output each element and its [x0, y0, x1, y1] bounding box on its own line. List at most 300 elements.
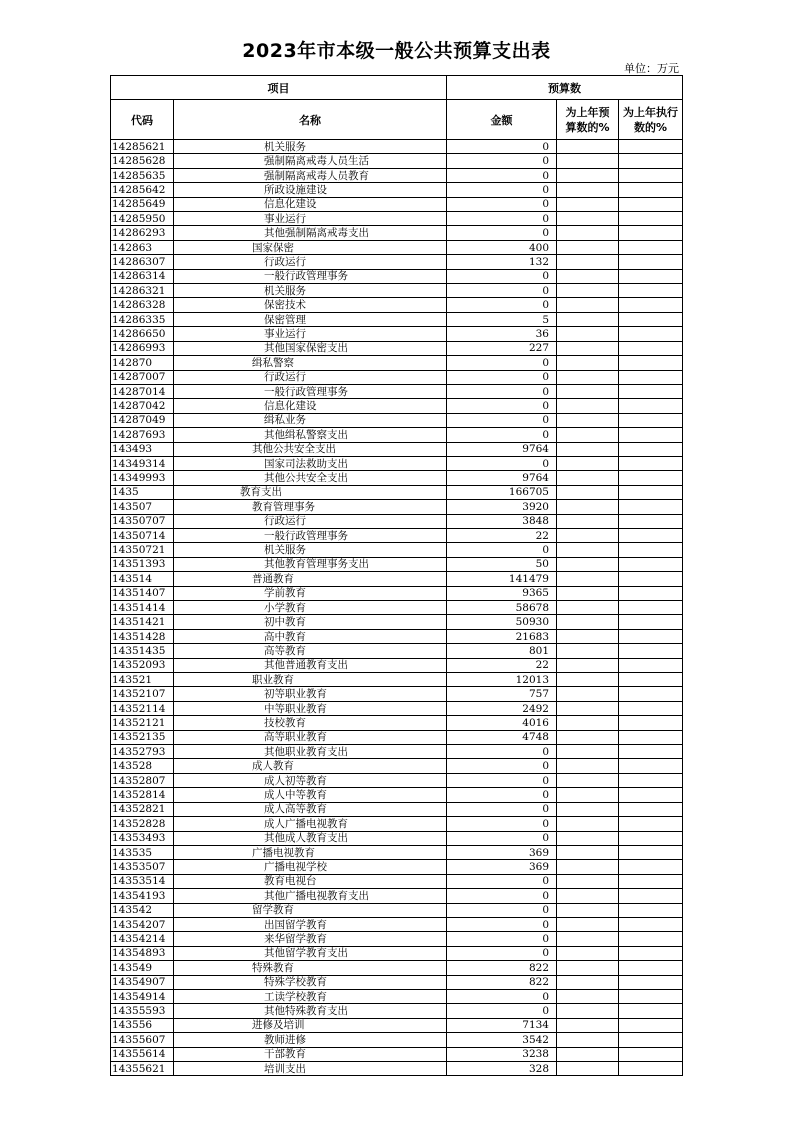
row-code: 143507 [111, 500, 174, 514]
row-amount: 0 [447, 745, 557, 759]
row-pct-prev-budget [557, 312, 619, 326]
row-amount: 0 [447, 284, 557, 298]
row-pct-prev-budget [557, 168, 619, 182]
row-name: 行政运行 [174, 370, 447, 384]
row-name: 其他普通教育支出 [174, 658, 447, 672]
row-pct-prev-exec [619, 860, 683, 874]
row-code: 14354207 [111, 917, 174, 931]
row-name: 其他留学教育支出 [174, 946, 447, 960]
row-amount: 3848 [447, 514, 557, 528]
header-pct-prev-budget: 为上年预算数的% [557, 100, 619, 140]
table-row [111, 154, 683, 168]
table-row [111, 989, 683, 1003]
row-pct-prev-exec [619, 154, 683, 168]
row-code: 14351435 [111, 644, 174, 658]
row-amount: 132 [447, 255, 557, 269]
row-pct-prev-exec [619, 802, 683, 816]
table-row [111, 1004, 683, 1018]
table-row [111, 673, 683, 687]
row-pct-prev-budget [557, 514, 619, 528]
row-pct-prev-budget [557, 226, 619, 240]
row-pct-prev-budget [557, 154, 619, 168]
row-amount: 9764 [447, 442, 557, 456]
row-name: 学前教育 [174, 586, 447, 600]
row-name: 行政运行 [174, 255, 447, 269]
row-amount: 0 [447, 413, 557, 427]
table-row [111, 932, 683, 946]
table-row [111, 557, 683, 571]
table-row [111, 356, 683, 370]
row-pct-prev-budget [557, 946, 619, 960]
table-row [111, 889, 683, 903]
row-code: 14353507 [111, 860, 174, 874]
row-amount: 3238 [447, 1047, 557, 1061]
row-pct-prev-budget [557, 644, 619, 658]
row-code: 143521 [111, 673, 174, 687]
row-name: 中等职业教育 [174, 701, 447, 715]
row-name: 普通教育 [174, 572, 447, 586]
row-code: 14349314 [111, 456, 174, 470]
table-row [111, 860, 683, 874]
row-amount: 4748 [447, 730, 557, 744]
row-pct-prev-budget [557, 442, 619, 456]
row-code: 14286993 [111, 341, 174, 355]
table-row [111, 528, 683, 542]
row-name: 所政设施建设 [174, 183, 447, 197]
table-row [111, 240, 683, 254]
table-row [111, 456, 683, 470]
row-name: 教师进修 [174, 1033, 447, 1047]
row-name: 干部教育 [174, 1047, 447, 1061]
row-name: 技校教育 [174, 716, 447, 730]
row-pct-prev-exec [619, 384, 683, 398]
row-pct-prev-budget [557, 1047, 619, 1061]
row-code: 143542 [111, 903, 174, 917]
table-row [111, 341, 683, 355]
table-row [111, 399, 683, 413]
row-name: 特殊学校教育 [174, 975, 447, 989]
table-row [111, 716, 683, 730]
row-pct-prev-exec [619, 327, 683, 341]
row-pct-prev-exec [619, 356, 683, 370]
row-code: 14285950 [111, 212, 174, 226]
row-name: 其他强制隔离戒毒支出 [174, 226, 447, 240]
row-name: 其他特殊教育支出 [174, 1004, 447, 1018]
row-name: 成人广播电视教育 [174, 817, 447, 831]
table-row [111, 917, 683, 931]
row-pct-prev-budget [557, 183, 619, 197]
row-amount: 0 [447, 269, 557, 283]
table-row [111, 773, 683, 787]
row-name: 教育支出 [174, 485, 447, 499]
row-pct-prev-budget [557, 500, 619, 514]
row-pct-prev-exec [619, 269, 683, 283]
row-amount: 0 [447, 759, 557, 773]
row-pct-prev-exec [619, 773, 683, 787]
row-pct-prev-exec [619, 889, 683, 903]
row-pct-prev-budget [557, 269, 619, 283]
row-pct-prev-budget [557, 284, 619, 298]
row-code: 143556 [111, 1018, 174, 1032]
row-pct-prev-budget [557, 428, 619, 442]
row-pct-prev-budget [557, 788, 619, 802]
table-row [111, 1018, 683, 1032]
row-code: 14352821 [111, 802, 174, 816]
row-code: 14286314 [111, 269, 174, 283]
row-pct-prev-exec [619, 701, 683, 715]
table-row [111, 269, 683, 283]
row-pct-prev-exec [619, 284, 683, 298]
row-pct-prev-budget [557, 932, 619, 946]
row-amount: 801 [447, 644, 557, 658]
row-pct-prev-budget [557, 817, 619, 831]
row-pct-prev-exec [619, 168, 683, 182]
row-name: 国家保密 [174, 240, 447, 254]
row-pct-prev-budget [557, 586, 619, 600]
row-code: 14286321 [111, 284, 174, 298]
row-name: 其他公共安全支出 [174, 442, 447, 456]
row-pct-prev-exec [619, 903, 683, 917]
table-body [111, 140, 683, 1076]
row-pct-prev-budget [557, 140, 619, 154]
row-name: 初等职业教育 [174, 687, 447, 701]
budget-table [110, 75, 683, 1076]
row-code: 14352828 [111, 817, 174, 831]
row-name: 机关服务 [174, 284, 447, 298]
row-pct-prev-budget [557, 572, 619, 586]
table-row [111, 255, 683, 269]
row-amount: 0 [447, 1004, 557, 1018]
row-code: 14352093 [111, 658, 174, 672]
row-amount: 0 [447, 356, 557, 370]
row-pct-prev-exec [619, 312, 683, 326]
table-row [111, 543, 683, 557]
table-row [111, 140, 683, 154]
row-amount: 0 [447, 817, 557, 831]
table-row [111, 817, 683, 831]
table-row [111, 586, 683, 600]
row-name: 强制隔离戒毒人员生活 [174, 154, 447, 168]
row-pct-prev-exec [619, 601, 683, 615]
row-pct-prev-exec [619, 212, 683, 226]
row-pct-prev-budget [557, 543, 619, 557]
row-pct-prev-budget [557, 601, 619, 615]
row-pct-prev-budget [557, 384, 619, 398]
row-amount: 0 [447, 946, 557, 960]
row-pct-prev-exec [619, 1004, 683, 1018]
row-pct-prev-budget [557, 327, 619, 341]
row-name: 事业运行 [174, 212, 447, 226]
row-amount: 0 [447, 456, 557, 470]
row-pct-prev-exec [619, 370, 683, 384]
row-code: 14287049 [111, 413, 174, 427]
row-name: 职业教育 [174, 673, 447, 687]
table-row [111, 197, 683, 211]
row-code: 14355607 [111, 1033, 174, 1047]
row-pct-prev-exec [619, 917, 683, 931]
row-name: 缉私业务 [174, 413, 447, 427]
row-amount: 50 [447, 557, 557, 571]
row-code: 14286328 [111, 298, 174, 312]
row-pct-prev-budget [557, 961, 619, 975]
row-name: 国家司法救助支出 [174, 456, 447, 470]
row-amount: 0 [447, 989, 557, 1003]
row-code: 14353493 [111, 831, 174, 845]
row-pct-prev-exec [619, 1062, 683, 1076]
row-pct-prev-exec [619, 1018, 683, 1032]
row-pct-prev-exec [619, 673, 683, 687]
row-code: 143514 [111, 572, 174, 586]
row-code: 14287014 [111, 384, 174, 398]
row-amount: 0 [447, 903, 557, 917]
table-row [111, 745, 683, 759]
row-amount: 757 [447, 687, 557, 701]
row-code: 14352121 [111, 716, 174, 730]
row-pct-prev-exec [619, 615, 683, 629]
row-pct-prev-exec [619, 456, 683, 470]
row-pct-prev-budget [557, 917, 619, 931]
table-row [111, 327, 683, 341]
row-name: 高等职业教育 [174, 730, 447, 744]
row-amount: 5 [447, 312, 557, 326]
row-pct-prev-exec [619, 658, 683, 672]
row-amount: 822 [447, 961, 557, 975]
row-amount: 0 [447, 399, 557, 413]
row-pct-prev-exec [619, 946, 683, 960]
row-code: 14352114 [111, 701, 174, 715]
row-name: 机关服务 [174, 140, 447, 154]
row-amount: 0 [447, 543, 557, 557]
row-name: 其他国家保密支出 [174, 341, 447, 355]
row-pct-prev-budget [557, 759, 619, 773]
row-code: 14285642 [111, 183, 174, 197]
row-pct-prev-budget [557, 471, 619, 485]
table-row [111, 975, 683, 989]
row-name: 工读学校教育 [174, 989, 447, 1003]
row-amount: 4016 [447, 716, 557, 730]
row-name: 高等教育 [174, 644, 447, 658]
row-amount: 0 [447, 831, 557, 845]
row-amount: 58678 [447, 601, 557, 615]
row-pct-prev-exec [619, 831, 683, 845]
row-pct-prev-exec [619, 845, 683, 859]
row-name: 出国留学教育 [174, 917, 447, 931]
table-row [111, 788, 683, 802]
table-row [111, 845, 683, 859]
row-pct-prev-exec [619, 730, 683, 744]
table-row [111, 1062, 683, 1076]
row-amount: 9365 [447, 586, 557, 600]
row-code: 14286335 [111, 312, 174, 326]
row-amount: 0 [447, 212, 557, 226]
row-pct-prev-budget [557, 485, 619, 499]
row-name: 进修及培训 [174, 1018, 447, 1032]
row-name: 其他职业教育支出 [174, 745, 447, 759]
table-row [111, 701, 683, 715]
row-code: 14350714 [111, 528, 174, 542]
row-pct-prev-budget [557, 730, 619, 744]
table-row [111, 298, 683, 312]
row-amount: 0 [447, 874, 557, 888]
row-name: 成人教育 [174, 759, 447, 773]
row-name: 培训支出 [174, 1062, 447, 1076]
row-pct-prev-budget [557, 528, 619, 542]
row-pct-prev-exec [619, 428, 683, 442]
row-pct-prev-budget [557, 456, 619, 470]
row-amount: 22 [447, 528, 557, 542]
row-pct-prev-exec [619, 932, 683, 946]
table-row [111, 500, 683, 514]
row-amount: 7134 [447, 1018, 557, 1032]
row-pct-prev-budget [557, 889, 619, 903]
row-code: 14355614 [111, 1047, 174, 1061]
row-code: 14285635 [111, 168, 174, 182]
row-amount: 2492 [447, 701, 557, 715]
row-name: 其他成人教育支出 [174, 831, 447, 845]
row-name: 广播电视学校 [174, 860, 447, 874]
row-pct-prev-budget [557, 1033, 619, 1047]
row-pct-prev-budget [557, 975, 619, 989]
row-pct-prev-budget [557, 1018, 619, 1032]
table-row [111, 471, 683, 485]
table-row [111, 168, 683, 182]
row-pct-prev-exec [619, 557, 683, 571]
row-name: 一般行政管理事务 [174, 269, 447, 283]
row-name: 教育电视台 [174, 874, 447, 888]
row-amount: 9764 [447, 471, 557, 485]
row-pct-prev-exec [619, 442, 683, 456]
header-amount: 金额 [447, 100, 557, 140]
row-pct-prev-exec [619, 226, 683, 240]
table-row [111, 658, 683, 672]
row-name: 缉私警察 [174, 356, 447, 370]
row-pct-prev-budget [557, 240, 619, 254]
row-amount: 0 [447, 802, 557, 816]
table-row [111, 615, 683, 629]
row-amount: 166705 [447, 485, 557, 499]
row-pct-prev-budget [557, 658, 619, 672]
row-pct-prev-budget [557, 356, 619, 370]
row-name: 广播电视教育 [174, 845, 447, 859]
header-item: 项目 [111, 76, 447, 100]
row-pct-prev-budget [557, 773, 619, 787]
row-pct-prev-exec [619, 716, 683, 730]
row-code: 1435 [111, 485, 174, 499]
row-name: 机关服务 [174, 543, 447, 557]
row-pct-prev-budget [557, 687, 619, 701]
row-pct-prev-budget [557, 629, 619, 643]
row-code: 14285628 [111, 154, 174, 168]
row-amount: 227 [447, 341, 557, 355]
row-name: 成人初等教育 [174, 773, 447, 787]
row-name: 信息化建设 [174, 197, 447, 211]
row-code: 14349993 [111, 471, 174, 485]
row-name: 其他广播电视教育支出 [174, 889, 447, 903]
row-amount: 0 [447, 168, 557, 182]
row-name: 信息化建设 [174, 399, 447, 413]
row-pct-prev-exec [619, 140, 683, 154]
table-row [111, 903, 683, 917]
row-pct-prev-exec [619, 961, 683, 975]
row-code: 14350721 [111, 543, 174, 557]
table-row [111, 687, 683, 701]
row-code: 14287693 [111, 428, 174, 442]
row-amount: 0 [447, 932, 557, 946]
row-pct-prev-exec [619, 586, 683, 600]
header-code: 代码 [111, 100, 174, 140]
row-pct-prev-exec [619, 1033, 683, 1047]
row-amount: 369 [447, 845, 557, 859]
row-code: 142863 [111, 240, 174, 254]
row-code: 143528 [111, 759, 174, 773]
row-pct-prev-exec [619, 543, 683, 557]
table-row [111, 312, 683, 326]
row-code: 14354907 [111, 975, 174, 989]
row-amount: 0 [447, 773, 557, 787]
table-row [111, 601, 683, 615]
table-row [111, 874, 683, 888]
row-name: 一般行政管理事务 [174, 528, 447, 542]
row-code: 14287042 [111, 399, 174, 413]
row-pct-prev-budget [557, 341, 619, 355]
header-name: 名称 [174, 100, 447, 140]
row-amount: 0 [447, 140, 557, 154]
row-code: 14352793 [111, 745, 174, 759]
row-name: 其他教育管理事务支出 [174, 557, 447, 571]
row-amount: 22 [447, 658, 557, 672]
row-code: 14286293 [111, 226, 174, 240]
row-amount: 0 [447, 889, 557, 903]
row-amount: 328 [447, 1062, 557, 1076]
row-code: 143549 [111, 961, 174, 975]
row-pct-prev-budget [557, 874, 619, 888]
row-code: 142870 [111, 356, 174, 370]
row-code: 143493 [111, 442, 174, 456]
row-pct-prev-exec [619, 528, 683, 542]
row-pct-prev-budget [557, 903, 619, 917]
row-amount: 0 [447, 370, 557, 384]
row-pct-prev-exec [619, 1047, 683, 1061]
row-pct-prev-exec [619, 817, 683, 831]
row-amount: 0 [447, 917, 557, 931]
table-row [111, 572, 683, 586]
row-pct-prev-budget [557, 413, 619, 427]
table-row [111, 514, 683, 528]
row-code: 14352135 [111, 730, 174, 744]
table-row [111, 442, 683, 456]
row-amount: 3542 [447, 1033, 557, 1047]
row-pct-prev-budget [557, 212, 619, 226]
row-pct-prev-exec [619, 644, 683, 658]
table-row [111, 730, 683, 744]
row-pct-prev-exec [619, 197, 683, 211]
row-name: 小学教育 [174, 601, 447, 615]
row-code: 14287007 [111, 370, 174, 384]
table-row [111, 284, 683, 298]
row-pct-prev-exec [619, 514, 683, 528]
row-pct-prev-budget [557, 802, 619, 816]
row-pct-prev-exec [619, 471, 683, 485]
row-pct-prev-budget [557, 370, 619, 384]
row-pct-prev-budget [557, 673, 619, 687]
row-amount: 0 [447, 197, 557, 211]
row-name: 成人高等教育 [174, 802, 447, 816]
row-amount: 369 [447, 860, 557, 874]
row-amount: 0 [447, 226, 557, 240]
row-code: 14354193 [111, 889, 174, 903]
row-pct-prev-budget [557, 557, 619, 571]
row-amount: 0 [447, 154, 557, 168]
